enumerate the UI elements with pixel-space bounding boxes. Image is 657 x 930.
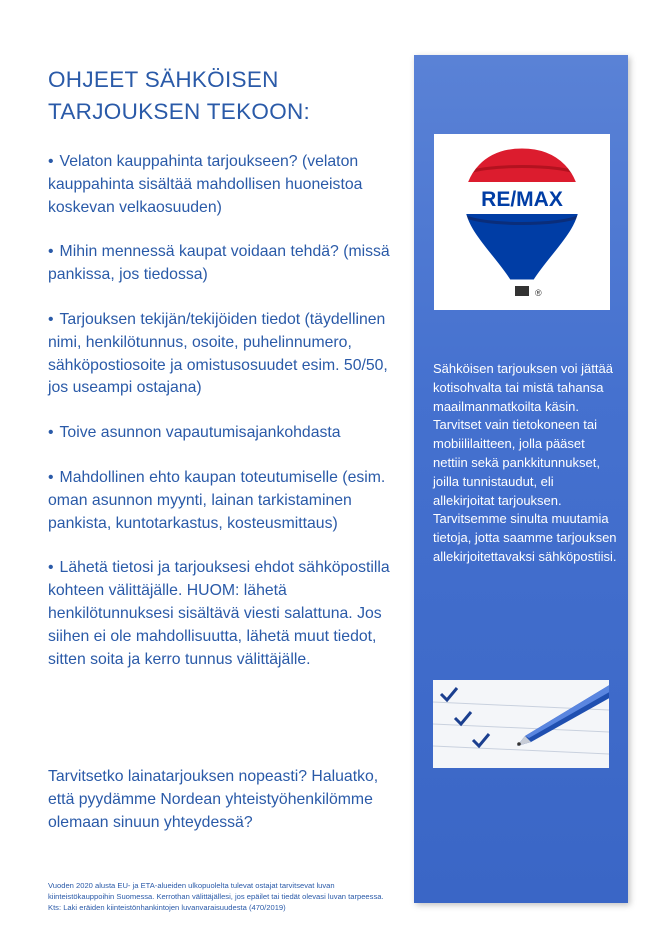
bullet-icon: •: [48, 153, 54, 170]
list-item: [48, 309, 398, 400]
list-item: [48, 151, 398, 219]
logo-text: RE/MAX: [481, 188, 563, 211]
instruction-list: [48, 151, 398, 693]
list-item: [48, 422, 398, 445]
loan-question: Tarvitsetko lainatarjouksen nopeasti? Haluatko, että pyydämme Nordean yhteistyöhenkilömme olemaan sinuun yhteydessä?: [48, 768, 379, 831]
list-item-text: Lähetä tietosi ja tarjouksesi ehdot sähköpostilla kohteen välittäjälle. HUOM: lähetä henkilötunnuksesi sisältävä viesti salattuna. Jos siihen ei ole mahdollisuutta, lähetä muut tiedot, sitten soita ja kerro tunnus välittäjälle.: [48, 559, 390, 668]
checklist-image: [433, 680, 609, 768]
footnote: Vuoden 2020 alusta EU- ja ETA-alueiden ulkopuolelta tulevat ostajat tarvitsevat luvan kiinteistökauppoihin Suomessa. Kerrothan välittäjällesi, jos epäilet tai tiedät olevasi luvan tarpeessa. Kts: Laki eräiden kiinteistönhankintojen luvanvaraisuudesta (470/2019): [48, 881, 384, 912]
bullet-icon: •: [48, 468, 54, 486]
remax-logo: [434, 134, 610, 310]
list-item: [48, 557, 398, 671]
list-item-text: Mahdollinen ehto kaupan toteutumiselle (esim. oman asunnon myynti, lainan tarkistaminen pankista, kuntotarkastus, kosteusmittaus): [48, 468, 386, 532]
checklist-pen-icon: [433, 680, 609, 768]
bullet-icon: •: [48, 559, 54, 577]
remax-balloon-icon: [434, 134, 610, 310]
list-item-text: Tarjouksen tekijän/tekijöiden tiedot (täydellinen nimi, henkilötunnus, osoite, puhelinnumero, sähköpostiosoite ja omistusosuudet esim. 50/50, jos useampi ostajana): [48, 310, 388, 397]
bullet-icon: •: [48, 243, 54, 261]
bullet-icon: •: [48, 310, 54, 328]
bullet-icon: •: [48, 424, 54, 442]
balloon-basket: [515, 286, 529, 296]
list-item-text: Velaton kauppahinta tarjoukseen? (velaton kauppahinta sisältää mahdollisen huoneistoa koskevan velkaosuuden): [48, 153, 363, 216]
list-item: [48, 241, 398, 287]
list-item-text: Mihin mennessä kaupat voidaan tehdä? (missä pankissa, jos tiedossa): [48, 243, 390, 284]
sidebar-description: Sähköisen tarjouksen voi jättää kotisohvalta tai mistä tahansa maailmanmatkoilta käsin. Tarvitset vain tietokoneen tai mobiililaitteen, jolla pääset nettiin sekä pankkitunnukset, joilla tunnistaudut, eli allekirjoitat tarjouksen. Tarvitsemme sinulta muutamia tietoja, jotta saamme tarjouksen allekirjoitettavaksi sähköpostiisi.: [433, 361, 617, 564]
registered-mark: ®: [535, 288, 542, 298]
list-item: [48, 467, 398, 535]
page-title: OHJEET SÄHKÖISEN TARJOUKSEN TEKOON:: [48, 67, 311, 124]
list-item-text: Toive asunnon vapautumisajankohdasta: [59, 424, 341, 442]
